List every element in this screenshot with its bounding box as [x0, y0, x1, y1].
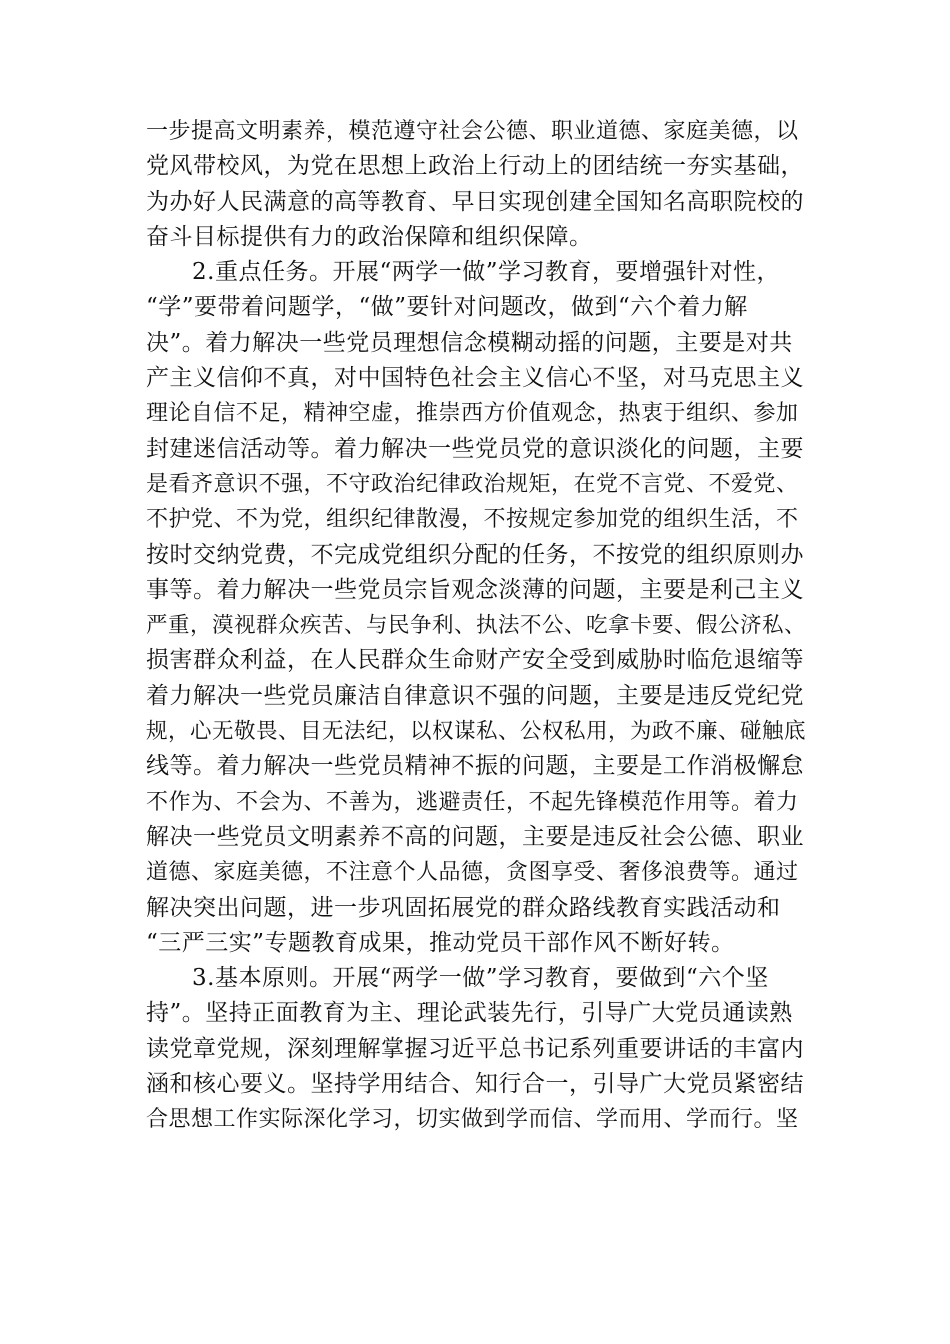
- text-line: 一步提高文明素养，模范遵守社会公德、职业道德、家庭美德，以: [146, 119, 799, 144]
- body-text: [146, 114, 806, 1138]
- text-line: 读党章党规，深刻理解掌握习近平总书记系列重要讲话的丰富内: [146, 1035, 804, 1062]
- text-line: 为办好人民满意的高等教育、早日实现创建全国知名高职院校的: [146, 188, 804, 215]
- text-line: 涵和核心要义。坚持学用结合、知行合一，引导广大党员紧密结: [146, 1071, 804, 1098]
- text-line: “学”要带着问题学，“做”要针对问题改，做到“六个着力解: [146, 294, 748, 321]
- text-line: 合思想工作实际深化学习，切实做到学而信、学而用、学而行。坚: [146, 1107, 799, 1133]
- text-line: 持”。坚持正面教育为主、理论武装先行，引导广大党员通读熟: [146, 1000, 793, 1027]
- text-line: 解决突出问题，进一步巩固拓展党的群众路线教育实践活动和: [146, 894, 781, 921]
- text-line: 严重，漠视群众疾苦、与民争利、执法不公、吃拿卡要、假公济私、: [146, 613, 807, 639]
- text-line: 封建迷信活动等。着力解决一些党员党的意识淡化的问题，主要: [146, 435, 804, 462]
- paragraph-first-line: 3.基本原则。开展“两学一做”学习教育，要做到“六个坚: [192, 965, 769, 992]
- text-line: 按时交纳党费，不完成党组织分配的任务，不按党的组织原则办: [146, 541, 804, 568]
- text-line: “三严三实”专题教育成果，推动党员干部作风不断好转。: [146, 929, 735, 956]
- text-line: 损害群众利益，在人民群众生命财产安全受到威胁时临危退缩等: [146, 647, 804, 674]
- text-line: 奋斗目标提供有力的政治保障和组织保障。: [146, 223, 593, 250]
- text-line: 道德、家庭美德，不注意个人品德，贪图享受、奢侈浪费等。通过: [146, 860, 799, 886]
- text-line: 党风带校风，为党在思想上政治上行动上的团结统一夯实基础，: [146, 153, 804, 180]
- text-line: 规，心无敬畏、目无法纪，以权谋私、公权私用，为政不廉、碰触底: [146, 719, 807, 745]
- text-line: 事等。着力解决一些党员宗旨观念淡薄的问题，主要是利己主义: [146, 576, 804, 603]
- text-line: 决”。着力解决一些党员理想信念模糊动摇的问题，主要是对共: [146, 329, 793, 356]
- text-line: 产主义信仰不真，对中国特色社会主义信心不坚，对马克思主义: [146, 365, 804, 392]
- text-line: 不护党、不为党，组织纪律散漫，不按规定参加党的组织生活，不: [146, 507, 799, 533]
- paragraph-first-line: 2.重点任务。开展“两学一做”学习教育，要增强针对性，: [192, 259, 780, 286]
- text-line: 理论自信不足，精神空虚，推崇西方价值观念，热衷于组织、参加: [146, 401, 799, 427]
- text-line: 不作为、不会为、不善为，逃避责任，不起先锋模范作用等。着力: [146, 789, 799, 815]
- text-line: 线等。着力解决一些党员精神不振的问题，主要是工作消极懈怠: [146, 753, 804, 780]
- text-line: 解决一些党员文明素养不高的问题，主要是违反社会公德、职业: [146, 823, 804, 850]
- text-line: 着力解决一些党员廉洁自律意识不强的问题，主要是违反党纪党: [146, 682, 804, 709]
- text-line: 是看齐意识不强，不守政治纪律政治规矩，在党不言党、不爱党、: [146, 471, 799, 497]
